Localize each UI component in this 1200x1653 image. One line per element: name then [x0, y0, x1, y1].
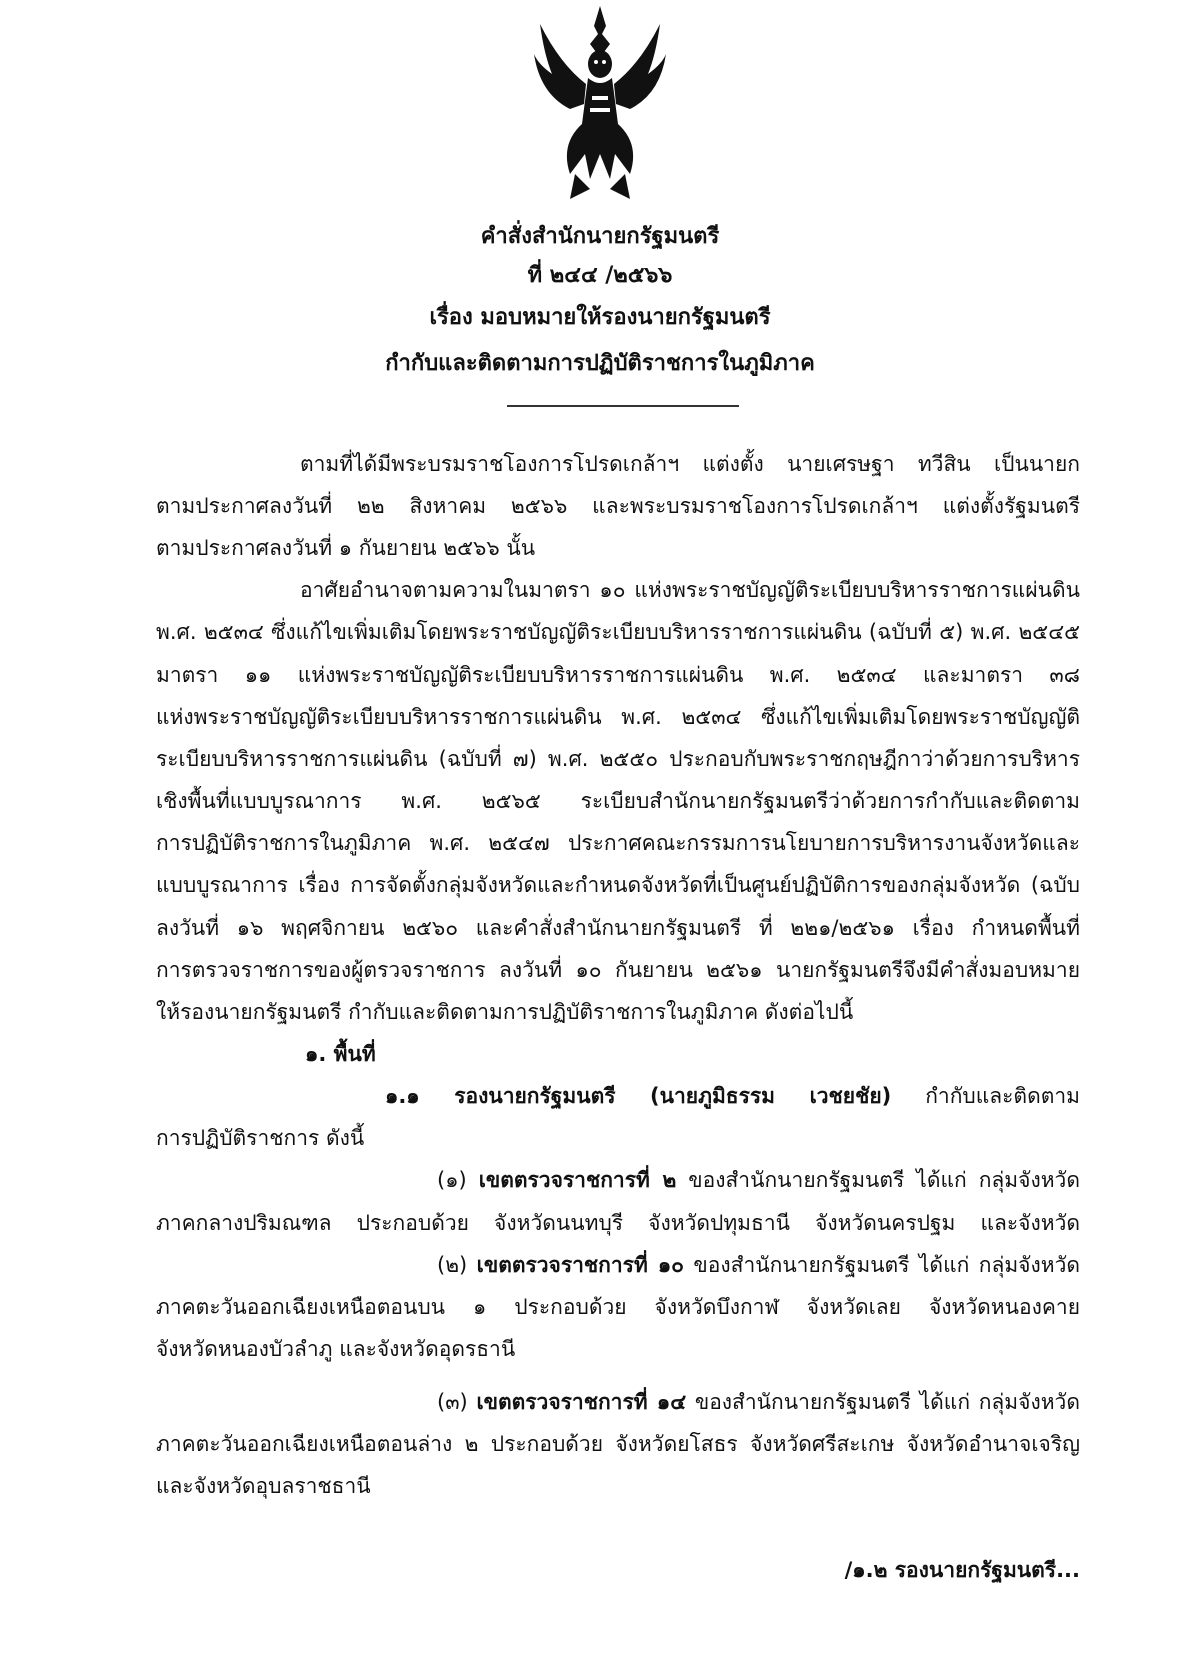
body-line: แบบบูรณาการ เรื่อง การจัดตั้งกลุ่มจังหวัดและกำหนดจังหวัดที่เป็นศูนย์ปฏิบัติการของกลุ่มจังหวัด (ฉบับ	[156, 873, 1080, 897]
section-1-1-heading: ๑.๑ รองนายกรัฐมนตรี (นายภูมิธรรม เวชยชัย)	[385, 1084, 892, 1108]
body-line: และจังหวัดอุบลราชธานี	[156, 1474, 371, 1498]
item-text: ของสำนักนายกรัฐมนตรี ได้แก่ กลุ่มจังหวัด	[676, 1168, 1080, 1192]
section-1-1-text: กำกับและติดตาม	[891, 1084, 1080, 1108]
item-number: (๒)	[437, 1253, 477, 1277]
body-line: ตามที่ได้มีพระบรมราชโองการโปรดเกล้าฯ แต่งตั้ง นายเศรษฐา ทวีสิน เป็นนายก	[300, 452, 1080, 476]
body-line: ภาคกลางปริมณฑล ประกอบด้วย จังหวัดนนทบุรี จังหวัดปทุมธานี จังหวัดนครปฐม และจังหวัด	[156, 1211, 1080, 1235]
body-line: เชิงพื้นที่แบบบูรณาการ พ.ศ. ๒๕๖๕ ระเบียบสำนักนายกรัฐมนตรีว่าด้วยการกำกับและติดตาม	[156, 789, 1080, 813]
inspection-zone: เขตตรวจราชการที่ ๑๔	[476, 1390, 687, 1414]
subject-line-1: เรื่อง มอบหมายให้รองนายกรัฐมนตรี	[429, 305, 771, 330]
body-line: แห่งพระราชบัญญัติระเบียบบริหารราชการแผ่นดิน พ.ศ. ๒๕๓๔ ซึ่งแก้ไขเพิ่มเติมโดยพระราชบัญญัติ	[156, 705, 1080, 729]
item-1-line	[437, 1164, 1080, 1196]
order-number: ที่ ๒๔๔ /๒๕๖๖	[527, 263, 673, 288]
body-line: จังหวัดหนองบัวลำภู และจังหวัดอุดรธานี	[156, 1337, 516, 1361]
body-line: มาตรา ๑๑ แห่งพระราชบัญญัติระเบียบบริหารราชการแผ่นดิน พ.ศ. ๒๕๓๔ และมาตรา ๓๘	[156, 663, 1080, 687]
item-text: ของสำนักนายกรัฐมนตรี ได้แก่ กลุ่มจังหวัด	[686, 1390, 1080, 1414]
body-line: พ.ศ. ๒๕๓๔ ซึ่งแก้ไขเพิ่มเติมโดยพระราชบัญญัติระเบียบบริหารราชการแผ่นดิน (ฉบับที่ ๕) พ.ศ. ๒๕๔๕	[156, 620, 1080, 644]
body-line: อาศัยอำนาจตามความในมาตรา ๑๐ แห่งพระราชบัญญัติระเบียบบริหารราชการแผ่นดิน	[300, 578, 1080, 602]
item-text: ของสำนักนายกรัฐมนตรี ได้แก่ กลุ่มจังหวัด	[684, 1253, 1080, 1277]
body-line: ลงวันที่ ๑๖ พฤศจิกายน ๒๕๖๐ และคำสั่งสำนักนายกรัฐมนตรี ที่ ๒๒๑/๒๕๖๑ เรื่อง กำหนดพื้นที่	[156, 916, 1080, 940]
item-2-line	[437, 1249, 1080, 1281]
continuation-marker: /๑.๒ รองนายกรัฐมนตรี...	[844, 1558, 1080, 1582]
body-line: ตามประกาศลงวันที่ ๒๒ สิงหาคม ๒๕๖๖ และพระบรมราชโองการโปรดเกล้าฯ แต่งตั้งรัฐมนตรี	[156, 494, 1080, 518]
body-line: ระเบียบบริหารราชการแผ่นดิน (ฉบับที่ ๗) พ.ศ. ๒๕๕๐ ประกอบกับพระราชกฤษฎีกาว่าด้วยการบริหาร	[156, 747, 1080, 771]
body-line: ให้รองนายกรัฐมนตรี กำกับและติดตามการปฏิบัติราชการในภูมิภาค ดังต่อไปนี้	[156, 1000, 854, 1024]
subject-line-2: กำกับและติดตามการปฏิบัติราชการในภูมิภาค	[385, 351, 815, 376]
item-3-line	[437, 1386, 1080, 1418]
inspection-zone: เขตตรวจราชการที่ ๑๐	[476, 1253, 684, 1277]
order-title: คำสั่งสำนักนายกรัฐมนตรี	[480, 224, 720, 249]
body-line: ภาคตะวันออกเฉียงเหนือตอนบน ๑ ประกอบด้วย จังหวัดบึงกาฬ จังหวัดเลย จังหวัดหนองคาย	[156, 1295, 1080, 1319]
body-line: ตามประกาศลงวันที่ ๑ กันยายน ๒๕๖๖ นั้น	[156, 536, 536, 560]
garuda-emblem	[530, 4, 670, 200]
item-number: (๓)	[437, 1390, 477, 1414]
section-1-heading: ๑. พื้นที่	[305, 1042, 376, 1066]
body-line: การปฏิบัติราชการในภูมิภาค พ.ศ. ๒๕๔๗ ประกาศคณะกรรมการนโยบายการบริหารงานจังหวัดและ	[156, 831, 1080, 855]
item-number: (๑)	[437, 1168, 479, 1192]
body-line: การตรวจราชการของผู้ตรวจราชการ ลงวันที่ ๑๐ กันยายน ๒๕๖๑ นายกรัฐมนตรีจึงมีคำสั่งมอบหมาย	[156, 958, 1080, 982]
title-divider	[507, 405, 739, 407]
section-1-1-line	[385, 1080, 1080, 1112]
body-line: ภาคตะวันออกเฉียงเหนือตอนล่าง ๒ ประกอบด้วย จังหวัดยโสธร จังหวัดศรีสะเกษ จังหวัดอำนาจเจริญ	[156, 1432, 1080, 1456]
body-line: การปฏิบัติราชการ ดังนี้	[156, 1126, 365, 1150]
inspection-zone: เขตตรวจราชการที่ ๒	[478, 1168, 677, 1192]
